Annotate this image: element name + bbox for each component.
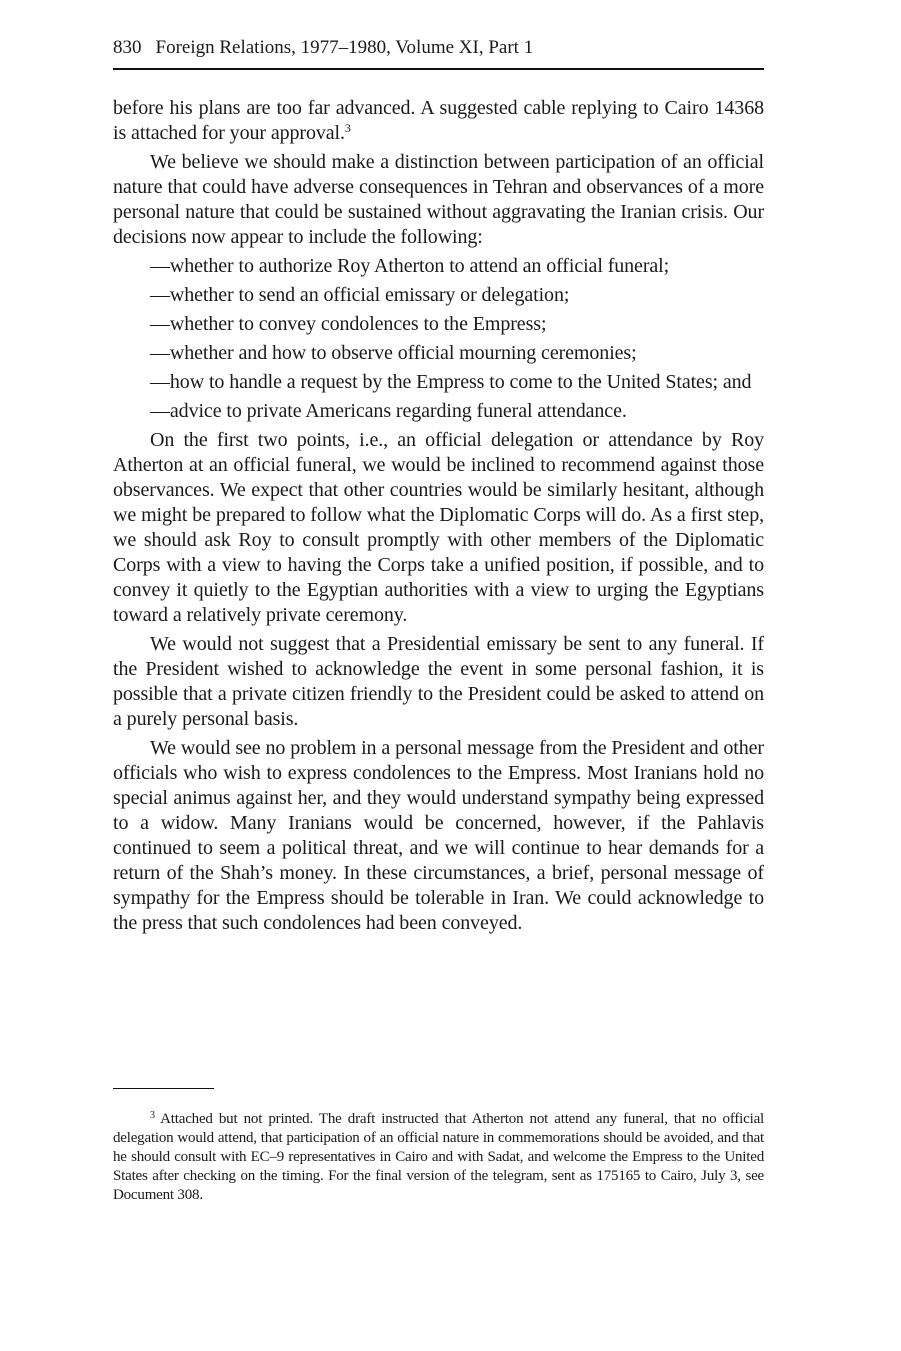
paragraph-2: We believe we should make a distinction between participation of an official nature that could have adverse consequences in Tehran and observances of a more personal nature that could be sustained without aggravating the Iranian crisis. Our decisions now appear to include the following:: [113, 151, 764, 248]
running-title: Foreign Relations, 1977–1980, Volume XI, Part 1: [155, 37, 534, 58]
list-item: —advice to private Americans regarding funeral attendance.: [150, 400, 627, 422]
footnote-rule: [113, 1088, 214, 1089]
footnote-reference: 3: [344, 121, 351, 135]
page-number: 830: [113, 37, 142, 58]
footnote-text: Attached but not printed. The draft instructed that Atherton not attend any funeral, that no official delegation would attend, that participation of an official nature in commemorations should be avoided, and that he should consult with EC–9 representatives in Cairo and with Sadat, and welcome the Empress to the United States after checking on the timing. For the final version of the telegram, sent as 175165 to Cairo, July 3, see Document 308.: [113, 1111, 764, 1203]
footnote: [113, 1110, 764, 1205]
list-item: —whether to authorize Roy Atherton to attend an official funeral;: [150, 255, 670, 277]
paragraph-4: We would not suggest that a Presidential emissary be sent to any funeral. If the President wished to acknowledge the event in some personal fashion, it is possible that a private citizen friendly to the President could be asked to attend on a purely personal basis.: [113, 633, 764, 730]
body-text: [113, 96, 764, 936]
paragraph-1-text: before his plans are too far advanced. A suggested cable replying to Cairo 14368 is attached for your approval.: [113, 97, 764, 144]
header-rule: [113, 68, 764, 70]
page-content: [113, 34, 764, 940]
list-item: —whether to convey condolences to the Empress;: [150, 313, 547, 335]
list-item: —how to handle a request by the Empress to come to the United States; and: [150, 371, 752, 393]
paragraph-1: [113, 96, 764, 146]
running-head: [113, 34, 764, 62]
footnote-marker: 3: [150, 1110, 155, 1121]
list-item: —whether and how to observe official mourning ceremonies;: [150, 342, 637, 364]
paragraph-3: On the first two points, i.e., an official delegation or attendance by Roy Atherton at an official funeral, we would be inclined to recommend against those observances. We expect that other countries would be similarly hesitant, although we might be prepared to follow what the Diplomatic Corps will do. As a first step, we should ask Roy to consult promptly with other members of the Diplomatic Corps with a view to having the Corps take a unified position, if possible, and to convey it quietly to the Egyptian authorities with a view to urging the Egyptians toward a relatively private ceremony.: [113, 429, 764, 626]
list-item: —whether to send an official emissary or delegation;: [150, 284, 570, 306]
paragraph-5: We would see no problem in a personal message from the President and other officials who wish to express condolences to the Empress. Most Iranians hold no special animus against her, and they would understand sympathy being expressed to a widow. Many Iranians would be concerned, however, if the Pahlavis continued to seem a political threat, and we will continue to hear demands for a return of the Shah’s money. In these circumstances, a brief, personal message of sympathy for the Empress should be tolerable in Iran. We could acknowledge to the press that such condolences had been conveyed.: [113, 737, 764, 934]
